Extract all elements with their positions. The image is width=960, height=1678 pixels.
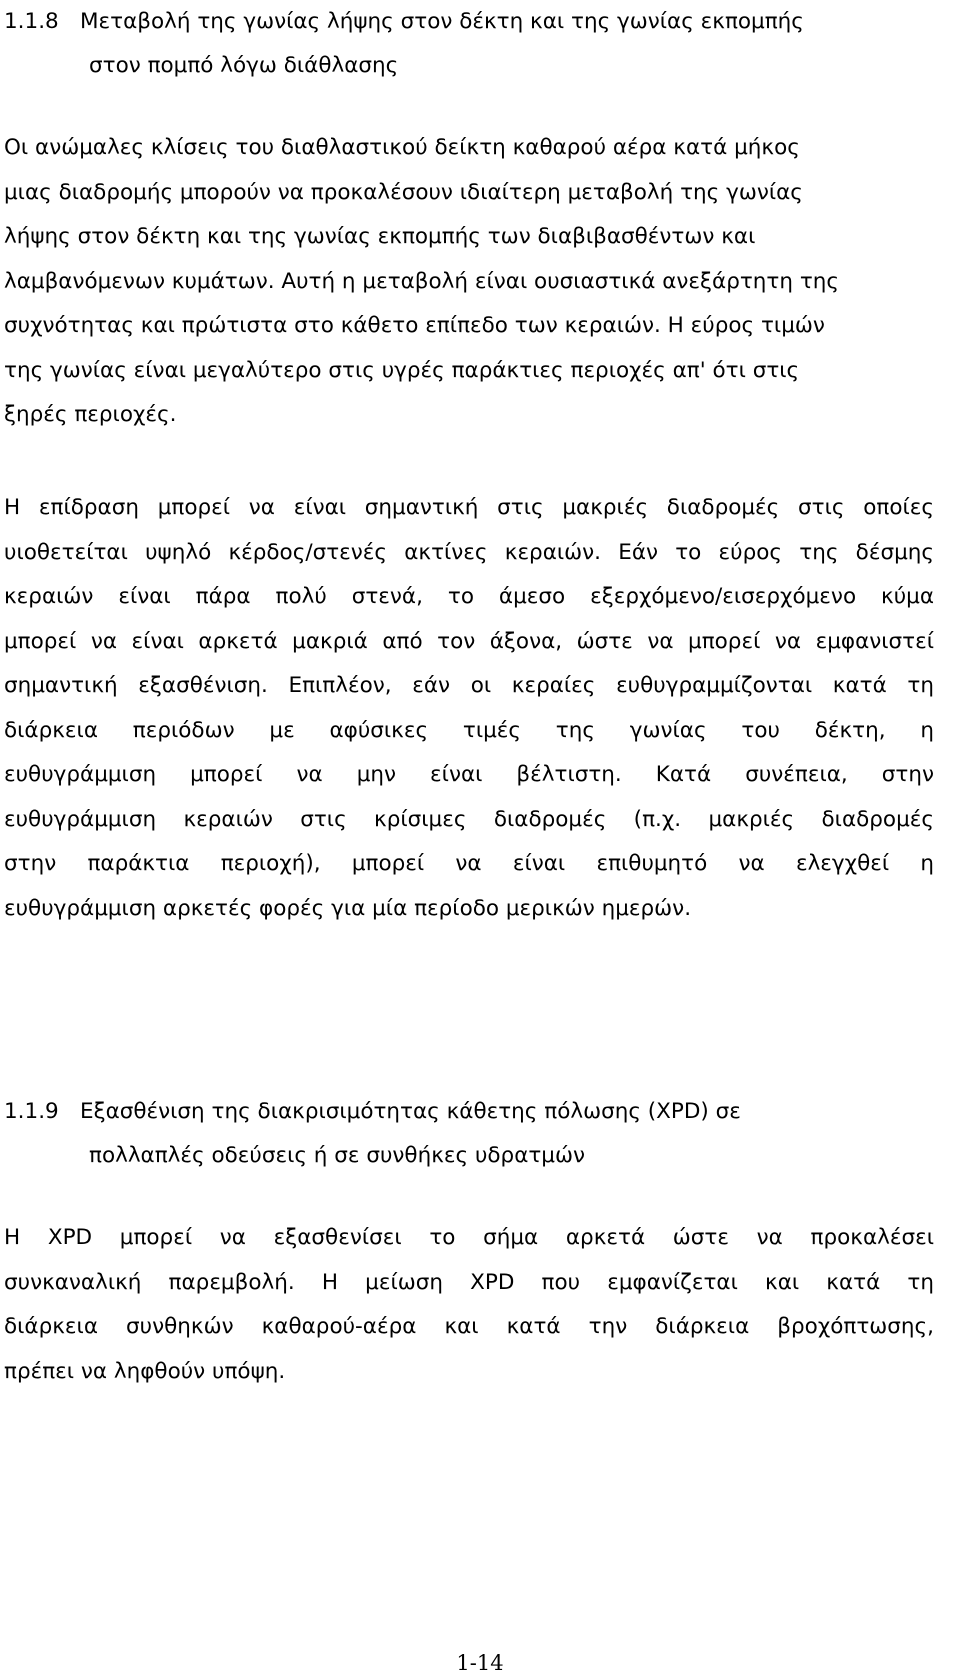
paragraph-line: λήψης στον δέκτη και της γωνίας εκπομπής των διαβιβασθέντων και [4,224,756,249]
paragraph-line: συχνότητας και πρώτιστα στο κάθετο επίπεδο των κεραιών. Η εύρος τιμών [4,313,825,338]
section-title-line-2: πολλαπλές οδεύσεις ή σε συνθήκες υδρατμών [89,1143,586,1168]
paragraph-line: υιοθετείται υψηλό κέρδος/στενές ακτίνες κεραιών. Εάν το εύρος της δέσμης [4,539,934,565]
paragraph-line: Οι ανώμαλες κλίσεις του διαθλαστικού δείκτη καθαρού αέρα κατά μήκος [4,135,800,160]
paragraph-line: συνκαναλική παρεμβολή. Η μείωση XPD που εμφανίζεται και κατά τη [4,1269,934,1295]
paragraph-3 [4,1216,934,1394]
paragraph-line: Η επίδραση μπορεί να είναι σημαντική στις μακριές διαδρομές στις οποίες [4,495,934,520]
paragraph-line: σημαντική εξασθένιση. Επιπλέον, εάν οι κεραίες ευθυγραμμίζονται κατά τη [4,673,934,698]
paragraph-line: μιας διαδρομής μπορούν να προκαλέσουν ιδιαίτερη μεταβολή της γωνίας [4,179,803,205]
paragraph-line: μπορεί να είναι αρκετά μακριά από τον άξονα, ώστε να μπορεί να εμφανιστεί [4,628,934,654]
paragraph-line: Η XPD μπορεί να εξασθενίσει το σήμα αρκετά ώστε να προκαλέσει [4,1225,934,1250]
section-title-line-1: Μεταβολή της γωνίας λήψης στον δέκτη και της γωνίας εκπομπής [80,9,804,34]
paragraph-2 [4,486,934,931]
section-heading-1-1-9 [4,1090,944,1178]
section-title-line-2: στον πομπό λόγω διάθλασης [89,53,399,78]
paragraph-line: διάρκεια συνθηκών καθαρού-αέρα και κατά την διάρκεια βροχόπτωσης, [4,1314,934,1339]
section-number: 1.1.9 [4,1099,59,1124]
section-title-line-1: Εξασθένιση της διακρισιμότητας κάθετης πόλωσης (XPD) σε [80,1099,741,1124]
paragraph-line: ευθυγράμμιση κεραιών στις κρίσιμες διαδρομές (π.χ. μακριές διαδρομές [4,806,934,832]
paragraph-line: της γωνίας είναι μεγαλύτερο στις υγρές παράκτιες περιοχές απ' ότι στις [4,357,800,383]
section-heading-1-1-8 [4,0,944,88]
paragraph-line: διάρκεια περιόδων με αφύσικες τιμές της γωνίας του δέκτη, η [4,717,934,743]
paragraph-line: ξηρές περιοχές. [4,402,177,427]
section-number: 1.1.8 [4,9,59,34]
paragraph-line: πρέπει να ληφθούν υπόψη. [4,1358,286,1384]
paragraph-line: κεραιών είναι πάρα πολύ στενά, το άμεσο εξερχόμενο/εισερχόμενο κύμα [4,584,934,609]
paragraph-1 [4,126,934,438]
paragraph-line: ευθυγράμμιση μπορεί να μην είναι βέλτιστη. Κατά συνέπεια, στην [4,762,934,787]
paragraph-line: λαμβανόμενων κυμάτων. Αυτή η μεταβολή είναι ουσιαστικά ανεξάρτητη της [4,268,840,294]
paragraph-line: ευθυγράμμιση αρκετές φορές για μία περίοδο μερικών ημερών. [4,895,692,921]
page-number: 1-14 [456,1651,504,1675]
paragraph-line: στην παράκτια περιοχή), μπορεί να είναι επιθυμητό να ελεγχθεί η [4,851,934,876]
